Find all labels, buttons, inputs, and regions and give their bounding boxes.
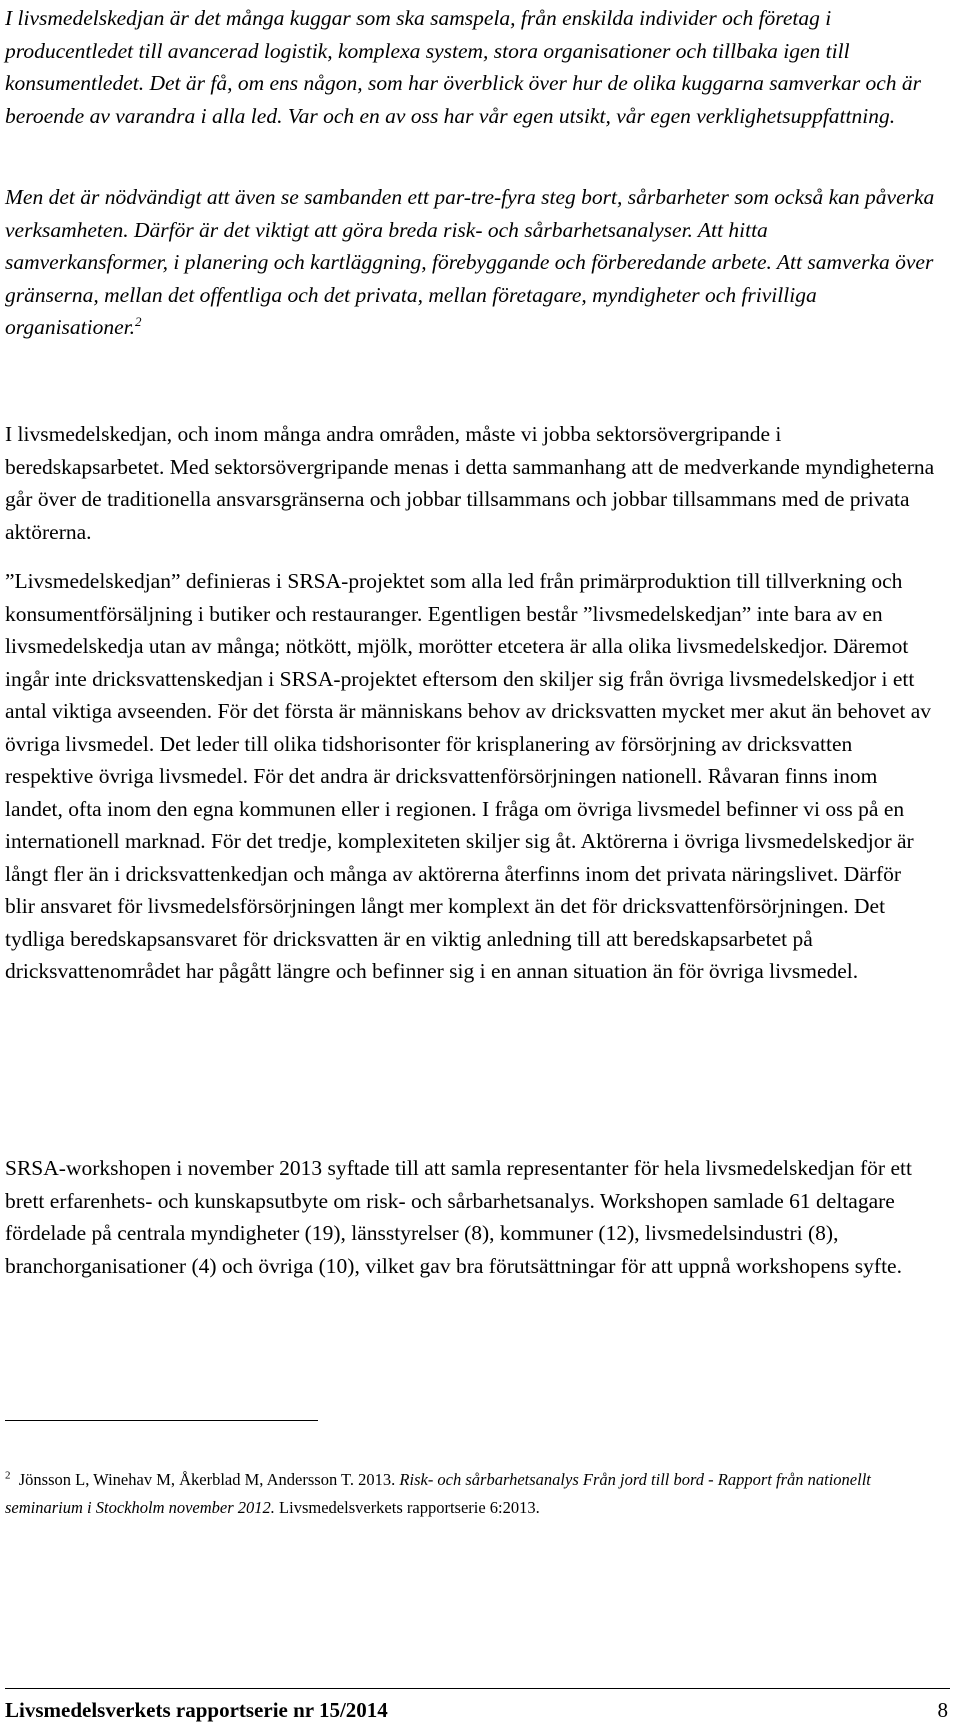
body-paragraph-workshop: [5, 1152, 935, 1282]
footnote-authors: Jönsson L, Winehav M, Åkerblad M, Andersson T. 2013.: [18, 1470, 396, 1489]
footnote-title: Risk- och sårbarhetsanalys Från jord till bord - Rapport från nationellt seminarium i Stockholm november 2012.: [5, 1470, 871, 1517]
footer-series-label: Livsmedelsverkets rapportserie nr 15/2014: [5, 1698, 388, 1722]
footnote-separator: [5, 1420, 318, 1421]
body-paragraph-livsmedelskedjan-definition-text: ”Livsmedelskedjan” definieras i SRSA-projektet som alla led från primärproduktion till tillverkning och konsumentförsäljning i butiker och restauranger. Egentligen består ”livsmedelskedjan” inte bara av en livsmedelskedja utan av många; nötkött, mjölk, morötter etcetera är alla olika livsmedelskedjor. Däremot ingår inte dricksvattenskedjan i SRSA-projektet eftersom den skiljer sig från övriga livsmedelskedjor i ett antal viktiga avseenden. För det första är människans behov av dricksvatten mycket mer akut än behovet av övriga livsmedel. Det leder till olika tidshorisonter för krisplanering av försörjning av dricksvatten respektive övriga livsmedel. För det andra är dricksvattenförsörjningen nationell. Råvaran finns inom landet, ofta inom den egna kommunen eller i regionen. I fråga om övriga livsmedel befinner vi oss på en internationell marknad. För det tredje, komplexiteten skiljer sig åt. Aktörerna i övriga livsmedelskedjor är långt fler än i dricksvattenkedjan och många av aktörerna återfinns inom det privata näringslivet. Därför blir ansvaret för livsmedelsförsörjningen långt mer komplext än det för dricksvattenförsörjningen. Det tydliga beredskapsansvaret för dricksvatten är en viktig anledning till att beredskapsarbetet på dricksvattenområdet har pågått längre och befinner sig i en annan situation än för övriga livsmedel.: [5, 569, 931, 983]
footnote-reference[interactable]: 2: [135, 313, 142, 329]
intro-paragraph-1: [5, 2, 935, 132]
body-paragraph-sektorsovergripande-text: I livsmedelskedjan, och inom många andra områden, måste vi jobba sektorsövergripande i beredskapsarbetet. Med sektorsövergripande menas i detta sammanhang att de medverkande myndigheterna går över de traditionella ansvarsgränserna och jobbar tillsammans och jobbar tillsammans med de privata aktörerna.: [5, 422, 935, 544]
page-number: 8: [937, 1698, 948, 1722]
footnote-series: Livsmedelsverkets rapportserie 6:2013.: [279, 1498, 540, 1517]
footnote: [5, 1466, 940, 1522]
body-paragraph-livsmedelskedjan-definition: [5, 565, 935, 988]
body-paragraph-sektorsovergripande: [5, 418, 935, 548]
body-paragraph-workshop-text: SRSA-workshopen i november 2013 syftade till att samla representanter för hela livsmedelskedjan för ett brett erfarenhets- och kunskapsutbyte om risk- och sårbarhetsanalys. Workshopen samlade 61 deltagare fördelade på centrala myndigheter (19), länsstyrelser (8), kommuner (12), livsmedelsindustri (8), branchorganisationer (4) och övriga (10), vilket gav bra förutsättningar för att uppnå workshopens syfte.: [5, 1156, 912, 1278]
intro-paragraph-2-text: Men det är nödvändigt att även se sambanden ett par-tre-fyra steg bort, sårbarheter som också kan påverka verksamheten. Därför är det viktigt att göra breda risk- och sårbarhetsanalyser. Att hitta samverkansformer, i planering och kartläggning, förebyggande och förberedande arbete. Att samverka över gränserna, mellan det offentliga och det privata, mellan företagare, myndigheter och frivilliga organisationer.: [5, 185, 935, 339]
intro-paragraph-2: [5, 181, 935, 344]
footnote-number: 2: [5, 1469, 11, 1482]
intro-paragraph-1-text: I livsmedelskedjan är det många kuggar som ska samspela, från enskilda individer och företag i producentledet till avancerad logistik, komplexa system, stora organisationer och tillbaka igen till konsumentledet. Det är få, om ens någon, som har överblick över hur de olika kuggarna samverkar och är beroende av varandra i alla led. Var och en av oss har vår egen utsikt, vår egen verklighetsuppfattning.: [5, 6, 921, 128]
footer-separator: [5, 1688, 950, 1689]
